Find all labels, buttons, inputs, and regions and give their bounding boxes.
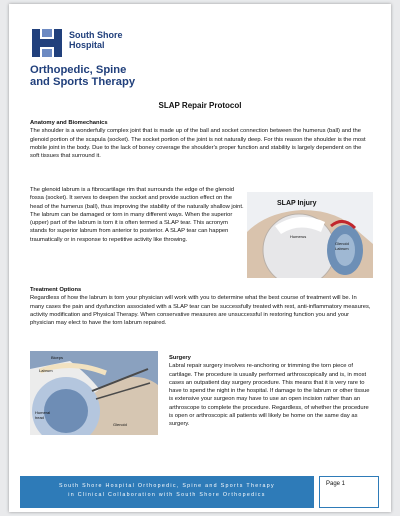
hospital-logo-icon <box>29 26 65 60</box>
figure1-title: SLAP Injury <box>277 200 317 207</box>
surgery-paragraph: Labral repair surgery involves re-anchoring or trimming the torn piece of cartilage. The procedure is usually performed arthroscopically and is, in most cases an outpatient day surgery procedure. This means that it is very rare to have to spend the night in the hospital. If damage to the labrum or other tissue is extensive your surgeon may have to use an open incision rather than an arthroscope to complete the procedure. Regardless, of whether the procedure is open or arthroscopic all patients will likely be home on the same day as surgery. <box>169 363 370 428</box>
anatomy-paragraph-2: The glenoid labrum is a fibrocartilage rim that surrounds the edge of the glenoid fossa (socket). It serves to deepen the socket and provide suction effect on the head of the humerus (ball), thus improving the stability of the naturally shallow joint. The labrum can be damaged or torn in many different ways. When the superior (upper) part of the labrum is torn it is often termed a SLAP tear. This acronym stands for superior labrum from anterior to posterior. A SLAP tear can happen traumatically or in response to repetitive activity like throwing. <box>30 187 244 243</box>
figure1-label-glenoid: Glenoid Labrum <box>335 241 349 251</box>
treatment-heading: Treatment Options <box>30 287 82 293</box>
figure2-label-humeral-head: Humeral head <box>35 410 51 420</box>
surgery-heading: Surgery <box>169 355 191 361</box>
org-line-1: South Shore <box>69 30 123 40</box>
document-page <box>9 4 391 512</box>
anatomy-section <box>30 119 371 160</box>
department-name <box>30 64 135 88</box>
organization-name <box>69 30 123 50</box>
anatomy-heading: Anatomy and Biomechanics <box>30 120 108 126</box>
figure1-label-humerus: Humerus <box>290 234 307 239</box>
page-number: Page 1 <box>319 476 379 508</box>
figure2-label-biceps: Biceps <box>51 355 64 360</box>
surgery-section <box>169 354 371 429</box>
treatment-paragraph: Regardless of how the labrum is torn your physician will work with you to determine what the best course of treatment will be. In many cases the pain and dysfunction associated with a SLAP tear can be successfully treated with rest, anti-inflammatory measures, activity modification and Physical Therapy. When conservative measures are unsuccessful in restoring function you and your physician may elect to have the torn labrum repaired. <box>30 295 371 327</box>
page-title: SLAP Repair Protocol <box>158 101 242 110</box>
org-line-2: Hospital <box>69 40 105 50</box>
anatomy-paragraph-1: The shoulder is a wonderfully complex joint that is made up of the ball and socket connection between the humerus (ball) and the glenoid portion of the scapula (socket). The socket portion of the joint is not naturally deep. For this reason the shoulder is the most mobile joint in the body. Due to the lack of boney coverage the shoulder's proper function and stability is largely dependent on the soft tissues that surround it. <box>30 128 366 160</box>
footer-line-1: South Shore Hospital Orthopedic, Spine and Sports Therapy <box>59 483 275 489</box>
dept-line-2: and Sports Therapy <box>30 76 136 88</box>
labrum-section <box>30 186 244 244</box>
footer-banner <box>20 476 314 508</box>
figure2-label-labrum: Labrum <box>39 368 53 373</box>
dept-line-1: Orthopedic, Spine <box>30 64 127 76</box>
labral-repair-figure <box>30 351 158 435</box>
treatment-section <box>30 286 371 327</box>
footer-line-2: in Clinical Collaboration with South Shore Orthopedics <box>68 492 266 498</box>
figure2-label-glenoid: Glenoid <box>113 422 127 427</box>
